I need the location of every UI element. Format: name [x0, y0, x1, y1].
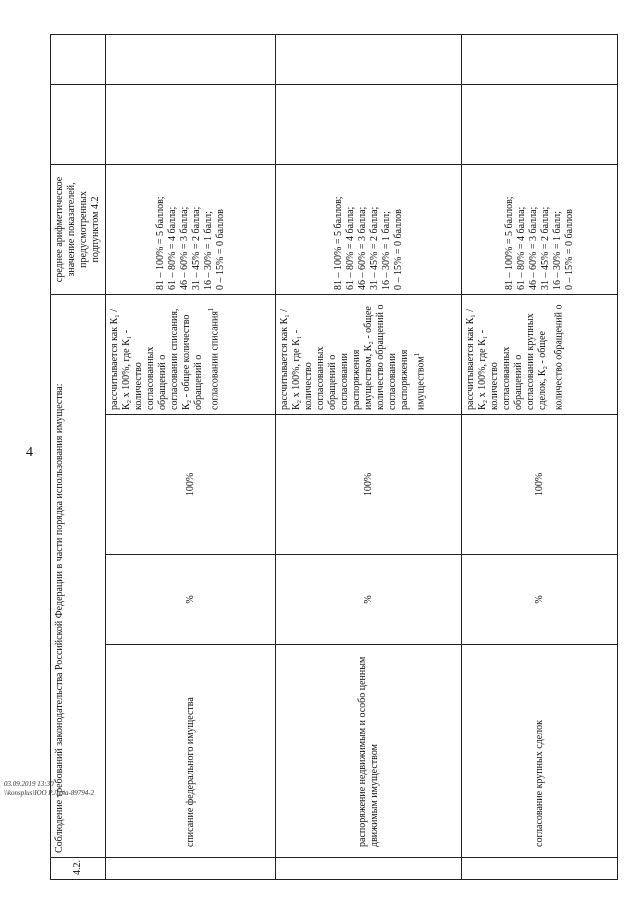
empty-cell: [276, 858, 462, 880]
row-calculation: рассчитывается как К₁ / К₂ х 100%, где К₁ - количество согласованных обращений о согласовании распоряжения имуществом, К₂ - общее количество обращений о согласовании распоряжения имуществом$^1$: [276, 294, 462, 414]
row-name: согласование крупных сделок: [462, 645, 618, 858]
page-number: 4: [26, 445, 33, 460]
row-target: 100%: [106, 415, 276, 555]
table-row: [462, 34, 618, 879]
section-title: Соблюдение требований законодательства Российской Федерации в части порядка использования имущества:: [51, 294, 106, 857]
row-target: 100%: [276, 415, 462, 555]
empty-cell: [106, 34, 276, 84]
row-calculation: рассчитывается как К₁ / К₂ х 100%, где К₁ - количество согласованных обращений о согласовании крупных сделок, К₂ - общее количество обращений о: [462, 294, 618, 414]
row-calculation: рассчитывается как К₁ / К₂ х 100%, где К₁ - количество согласованных обращений о согласовании списания, К₂ - общее количество обращений о согласовании списания$^1$: [106, 294, 276, 414]
empty-cell: [276, 34, 462, 84]
row-name: распоряжение недвижимым и особо ценным движимым имуществом: [276, 645, 462, 858]
empty-cell: [276, 84, 462, 164]
table-row: [276, 34, 462, 879]
row-scores: 81 – 100% = 5 баллов; 61 – 80% = 4 балла; 46 – 60% = 3 балла; 31 – 45% = 2 балла; 16 – 30% = 1 балл; 0 – 15% = 0 баллов: [462, 164, 618, 294]
footer-timestamp: 03.09.2019 13:30: [4, 780, 54, 788]
method-header: среднее арифметическое значение показателей, предусмотренных подпунктом 4.2: [51, 164, 106, 294]
empty-cell: [106, 858, 276, 880]
section-number: 4.2.: [51, 858, 106, 880]
empty-cell: [462, 34, 618, 84]
section-row: [51, 34, 106, 879]
row-target: 100%: [462, 415, 618, 555]
row-scores: 81 – 100% = 5 баллов; 61 – 80% = 4 балла; 46 – 60% = 3 балла; 31 – 45% = 2 балла; 16 – 30% = 1 балл; 0 – 15% = 0 баллов: [276, 164, 462, 294]
empty-cell: [106, 84, 276, 164]
footer: [4, 780, 94, 798]
empty-cell: [51, 84, 106, 164]
empty-cell: [462, 84, 618, 164]
row-unit: %: [462, 555, 618, 645]
row-unit: %: [106, 555, 276, 645]
row-scores: 81 – 100% = 5 баллов; 61 – 80% = 4 балла; 46 – 60% = 3 балла; 31 – 45% = 2 балла; 16 – 30% = 1 балл; 0 – 15% = 0 баллов: [106, 164, 276, 294]
footer-path: \\konsplus\ЮО Р.Луна-89794-2: [4, 789, 95, 797]
rotated-table-wrapper: [50, 35, 610, 880]
empty-cell: [462, 858, 618, 880]
row-unit: %: [276, 555, 462, 645]
table-row: [106, 34, 276, 879]
row-name: списание федерального имущества: [106, 645, 276, 858]
indicators-table: [50, 34, 618, 880]
empty-cell: [51, 34, 106, 84]
